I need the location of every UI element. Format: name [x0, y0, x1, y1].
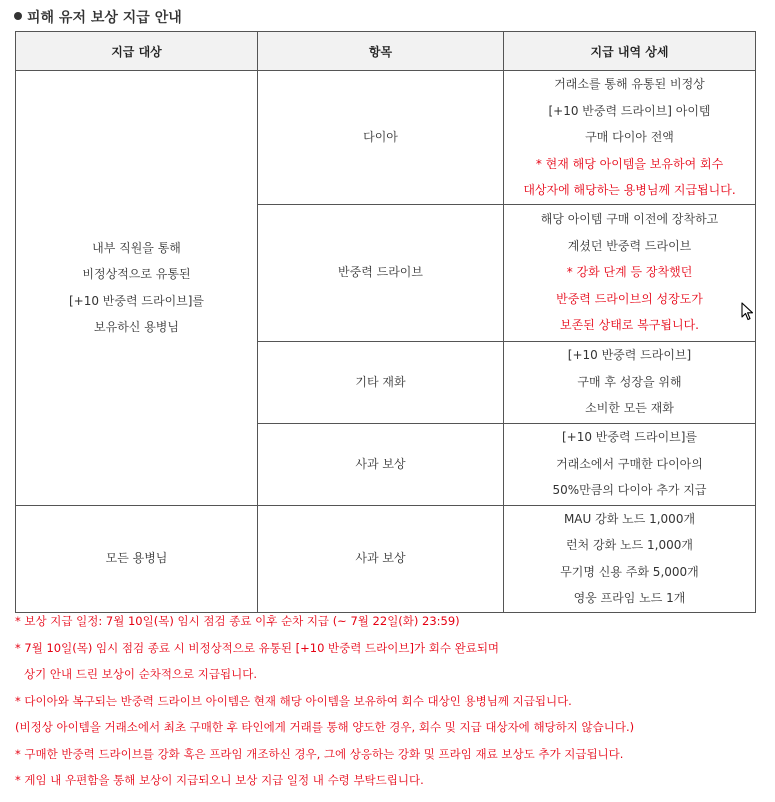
note-item: * 게임 내 우편함을 통해 보상이 지급되오니 보상 지급 일정 내 수령 부탁드립니다.: [15, 773, 424, 787]
target-line: 내부 직원을 통해: [92, 240, 181, 255]
detail-line: [+10 반중력 드라이브] 아이템: [548, 103, 711, 118]
notes-list: [15, 608, 765, 794]
detail-highlight-line: * 현재 해당 아이템을 보유하여 회수: [535, 156, 724, 171]
item-name: 기타 재화: [355, 374, 406, 389]
bullet-icon: [14, 12, 22, 20]
note-item: (비정상 아이템을 거래소에서 최초 구매한 후 타인에게 거래를 통해 양도한 경우, 회수 및 지급 대상자에 해당하지 않습니다.): [15, 720, 635, 734]
note-item: * 7월 10일(목) 임시 점검 종료 시 비정상적으로 유통된 [+10 반중력 드라이브]가 회수 완료되며: [15, 640, 500, 655]
detail-line: 50%만큼의 다이아 추가 지급: [552, 483, 707, 498]
detail-line: [+10 반중력 드라이브]를: [561, 430, 698, 445]
detail-line: MAU 강화 노드 1,000개: [563, 511, 696, 526]
detail-line: 구매 후 성장을 위해: [577, 374, 682, 389]
item-cell-apology-reward-all: [258, 505, 504, 612]
detail-highlight-line: * 강화 단계 등 장착했던: [566, 265, 693, 280]
header-target: 지급 대상: [16, 32, 258, 71]
detail-line: 런처 강화 노드 1,000개: [566, 538, 693, 552]
table-header-row: [16, 32, 756, 71]
detail-line: [+10 반중력 드라이브]: [567, 348, 692, 363]
section-heading-text: 피해 유저 보상 지급 안내: [27, 10, 182, 26]
detail-line: 거래소를 통해 유통된 비정상: [554, 77, 705, 91]
item-name: 사과 보상: [355, 551, 406, 566]
reward-table: [15, 31, 756, 613]
detail-highlight-line: 대상자에 해당하는 용병님께 지급됩니다.: [523, 183, 736, 197]
target-line: [+10 반중력 드라이브]를: [68, 293, 205, 308]
target-cell-affected-users: [16, 71, 258, 506]
item-cell-apology-reward: [258, 423, 504, 505]
detail-cell-apology-reward-all: [504, 505, 756, 612]
detail-highlight-line: 반중력 드라이브의 성장도가: [556, 291, 703, 306]
section-heading: [14, 7, 182, 27]
note-item: 상기 안내 드린 보상이 순차적으로 지급됩니다.: [24, 667, 258, 681]
note-item: * 구매한 반중력 드라이브를 강화 혹은 프라임 개조하신 경우, 그에 상응하는 강화 및 프라임 재료 보상도 추가 지급됩니다.: [15, 746, 624, 761]
target-line: 보유하신 용병님: [94, 320, 179, 335]
note-item: * 보상 지급 일정: 7월 10일(목) 임시 점검 종료 이후 순차 지급 (~ 7월 22일(화) 23:59): [15, 614, 460, 628]
item-name: 다이아: [363, 130, 398, 144]
detail-line: 영웅 프라임 노드 1개: [573, 591, 686, 605]
detail-line: 계셨던 반중력 드라이브: [567, 238, 692, 253]
detail-line: 소비한 모든 재화: [585, 401, 674, 416]
mouse-cursor-icon: [741, 302, 755, 322]
detail-line: 무기명 신용 주화 5,000개: [560, 564, 699, 579]
header-item: 항목: [258, 32, 504, 71]
item-cell-other-currency: [258, 341, 504, 423]
item-name: 사과 보상: [355, 456, 406, 471]
detail-cell-other-currency: [504, 341, 756, 423]
detail-cell-diamond: [504, 71, 756, 205]
item-name: 반중력 드라이브: [338, 265, 423, 280]
table-row: [16, 505, 756, 612]
detail-line: 구매 다이아 전액: [585, 130, 674, 144]
detail-cell-apology-reward: [504, 423, 756, 505]
target-line: 비정상적으로 유통된: [82, 267, 191, 282]
item-cell-diamond: [258, 71, 504, 205]
note-item: * 다이아와 복구되는 반중력 드라이브 아이템은 현재 해당 아이템을 보유하여 회수 대상인 용병님께 지급됩니다.: [15, 693, 572, 708]
detail-line: 거래소에서 구매한 다이아의: [556, 456, 703, 471]
detail-line: 해당 아이템 구매 이전에 장착하고: [540, 212, 719, 227]
table-row: [16, 71, 756, 205]
item-cell-antigravity-drive: [258, 204, 504, 341]
detail-cell-antigravity-drive: [504, 204, 756, 341]
header-detail: 지급 내역 상세: [504, 32, 756, 71]
target-cell-all-users: [16, 505, 258, 612]
target-line: 모든 용병님: [105, 551, 168, 566]
detail-highlight-line: 보존된 상태로 복구됩니다.: [560, 318, 699, 333]
